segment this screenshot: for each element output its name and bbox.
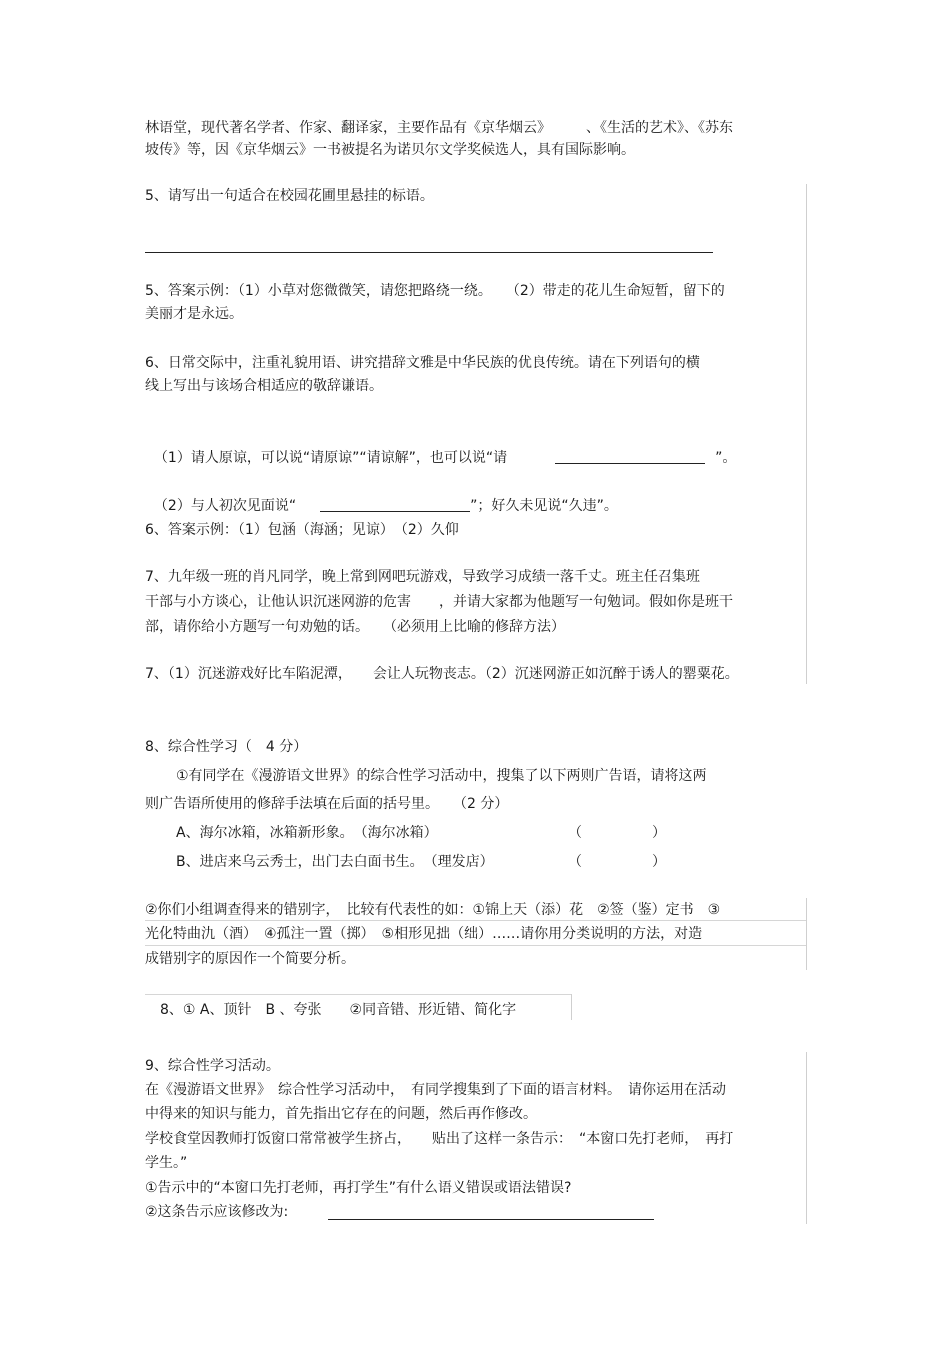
- margin-guide-line: [806, 1052, 807, 1224]
- q6-item-1-blank[interactable]: [555, 447, 705, 464]
- q8-p1-line-2: 则广告语所使用的修辞手法填在后面的括号里。 （2 分）: [145, 796, 509, 812]
- intro-line-1: 林语堂，现代著名学者、作家、翻译家，主要作品有《京华烟云》 、《生活的艺术》、《苏东: [145, 120, 733, 136]
- table-rule: [571, 994, 572, 1020]
- q6-item-1-end: ”。: [715, 450, 737, 466]
- table-rule: [145, 994, 572, 995]
- q6-item-1-text: （1）请人原谅，可以说“请原谅”“请谅解”，也可以说“请: [153, 450, 508, 466]
- q7-answer: 7、（1）沉迷游戏好比车陷泥潭， 会让人玩物丧志。（2）沉迷网游正如沉醉于诱人的罂粟花。: [145, 666, 739, 682]
- q6-item-2-end: ”；好久未见说“久违”。: [470, 498, 618, 514]
- q6-item-1: [145, 422, 736, 470]
- q5-answer-line[interactable]: [145, 252, 713, 253]
- margin-guide-line: [806, 898, 807, 970]
- q8-p2-line-3: 成错别字的原因作一个简要分析。: [145, 951, 355, 967]
- q8-ad-a: A、海尔冰箱，冰箱新形象。 （海尔冰箱）: [176, 825, 438, 841]
- margin-guide-line: [806, 184, 807, 684]
- q8-title: 8、综合性学习（ 4 分）: [145, 739, 308, 755]
- q8-ad-b-bracket[interactable]: （ ）: [568, 854, 666, 870]
- q8-p2-line-1: ②你们小组调查得来的错别字， 比较有代表性的如：①锦上天（添）花 ②签（鉴）定书 ③: [145, 902, 721, 918]
- q5-question: 5、请写出一句适合在校园花圃里悬挂的标语。: [145, 188, 434, 204]
- q7-line-3: 部，请你给小方题写一句劝勉的话。 （必须用上比喻的修辞方法）: [145, 619, 565, 635]
- q8-ad-b: B、进店来乌云秀士，出门去白面书生。 （理发店）: [176, 854, 494, 870]
- q6-answer: 6、答案示例：（1）包涵（海涵；见谅） （2）久仰: [145, 522, 459, 538]
- q9-line-2: 中得来的知识与能力，首先指出它存在的问题，然后再作修改。: [145, 1106, 537, 1122]
- q7-line-1: 7、九年级一班的肖凡同学，晚上常到网吧玩游戏，导致学习成绩一落千丈。班主任召集班: [145, 569, 700, 585]
- q9-line-5: ①告示中的“本窗口先打老师，再打学生”有什么语义错误或语法错误?: [145, 1180, 572, 1196]
- q6-line-2: 线上写出与该场合相适应的敬辞谦语。: [145, 378, 383, 394]
- q6-item-2: [145, 470, 618, 518]
- q5-answer-line-1: 5、答案示例：（1）小草对您微微笑，请您把路绕一绕。 （2）带走的花儿生命短暂，留下的: [145, 283, 725, 299]
- q9-line-6: ②这条告示应该修改为:: [145, 1204, 289, 1220]
- q9-title: 9、综合性学习活动。: [145, 1058, 280, 1074]
- q6-line-1: 6、日常交际中，注重礼貌用语、讲究措辞文雅是中华民族的优良传统。请在下列语句的横: [145, 355, 700, 371]
- q9-line-3: 学校食堂因教师打饭窗口常常被学生挤占， 贴出了这样一条告示： “本窗口先打老师， 再打: [145, 1131, 734, 1147]
- q5-answer-line-2: 美丽才是永远。: [145, 306, 243, 322]
- q9-line-4: 学生。”: [145, 1155, 188, 1171]
- q8-ad-a-bracket[interactable]: （ ）: [568, 825, 666, 841]
- intro-line-2: 坡传》等，因《京华烟云》一书被提名为诺贝尔文学奖候选人，具有国际影响。: [145, 142, 635, 158]
- q9-answer-line[interactable]: [328, 1219, 654, 1220]
- q8-answer: 8、① A、顶针 B 、夸张 ②同音错、形近错、简化字: [160, 1002, 517, 1018]
- q9-line-1: 在《漫游语文世界》 综合性学习活动中， 有同学搜集到了下面的语言材料。 请你运用在活动: [145, 1082, 726, 1098]
- q8-p2-line-2: 光化特曲氿（酒） ④孤注一置（掷） ⑤相形见拙（绌）……请你用分类说明的方法，对造: [145, 926, 703, 942]
- q8-p1-line-1: ①有同学在《漫游语文世界》的综合性学习活动中，搜集了以下两则广告语，请将这两: [176, 768, 707, 784]
- q6-item-2-blank[interactable]: [320, 495, 470, 512]
- q7-line-2: 干部与小方谈心，让他认识沉迷网游的危害 ，并请大家都为他题写一句勉词。假如你是班干: [145, 594, 733, 610]
- q6-item-2-text: （2）与人初次见面说“: [153, 498, 297, 514]
